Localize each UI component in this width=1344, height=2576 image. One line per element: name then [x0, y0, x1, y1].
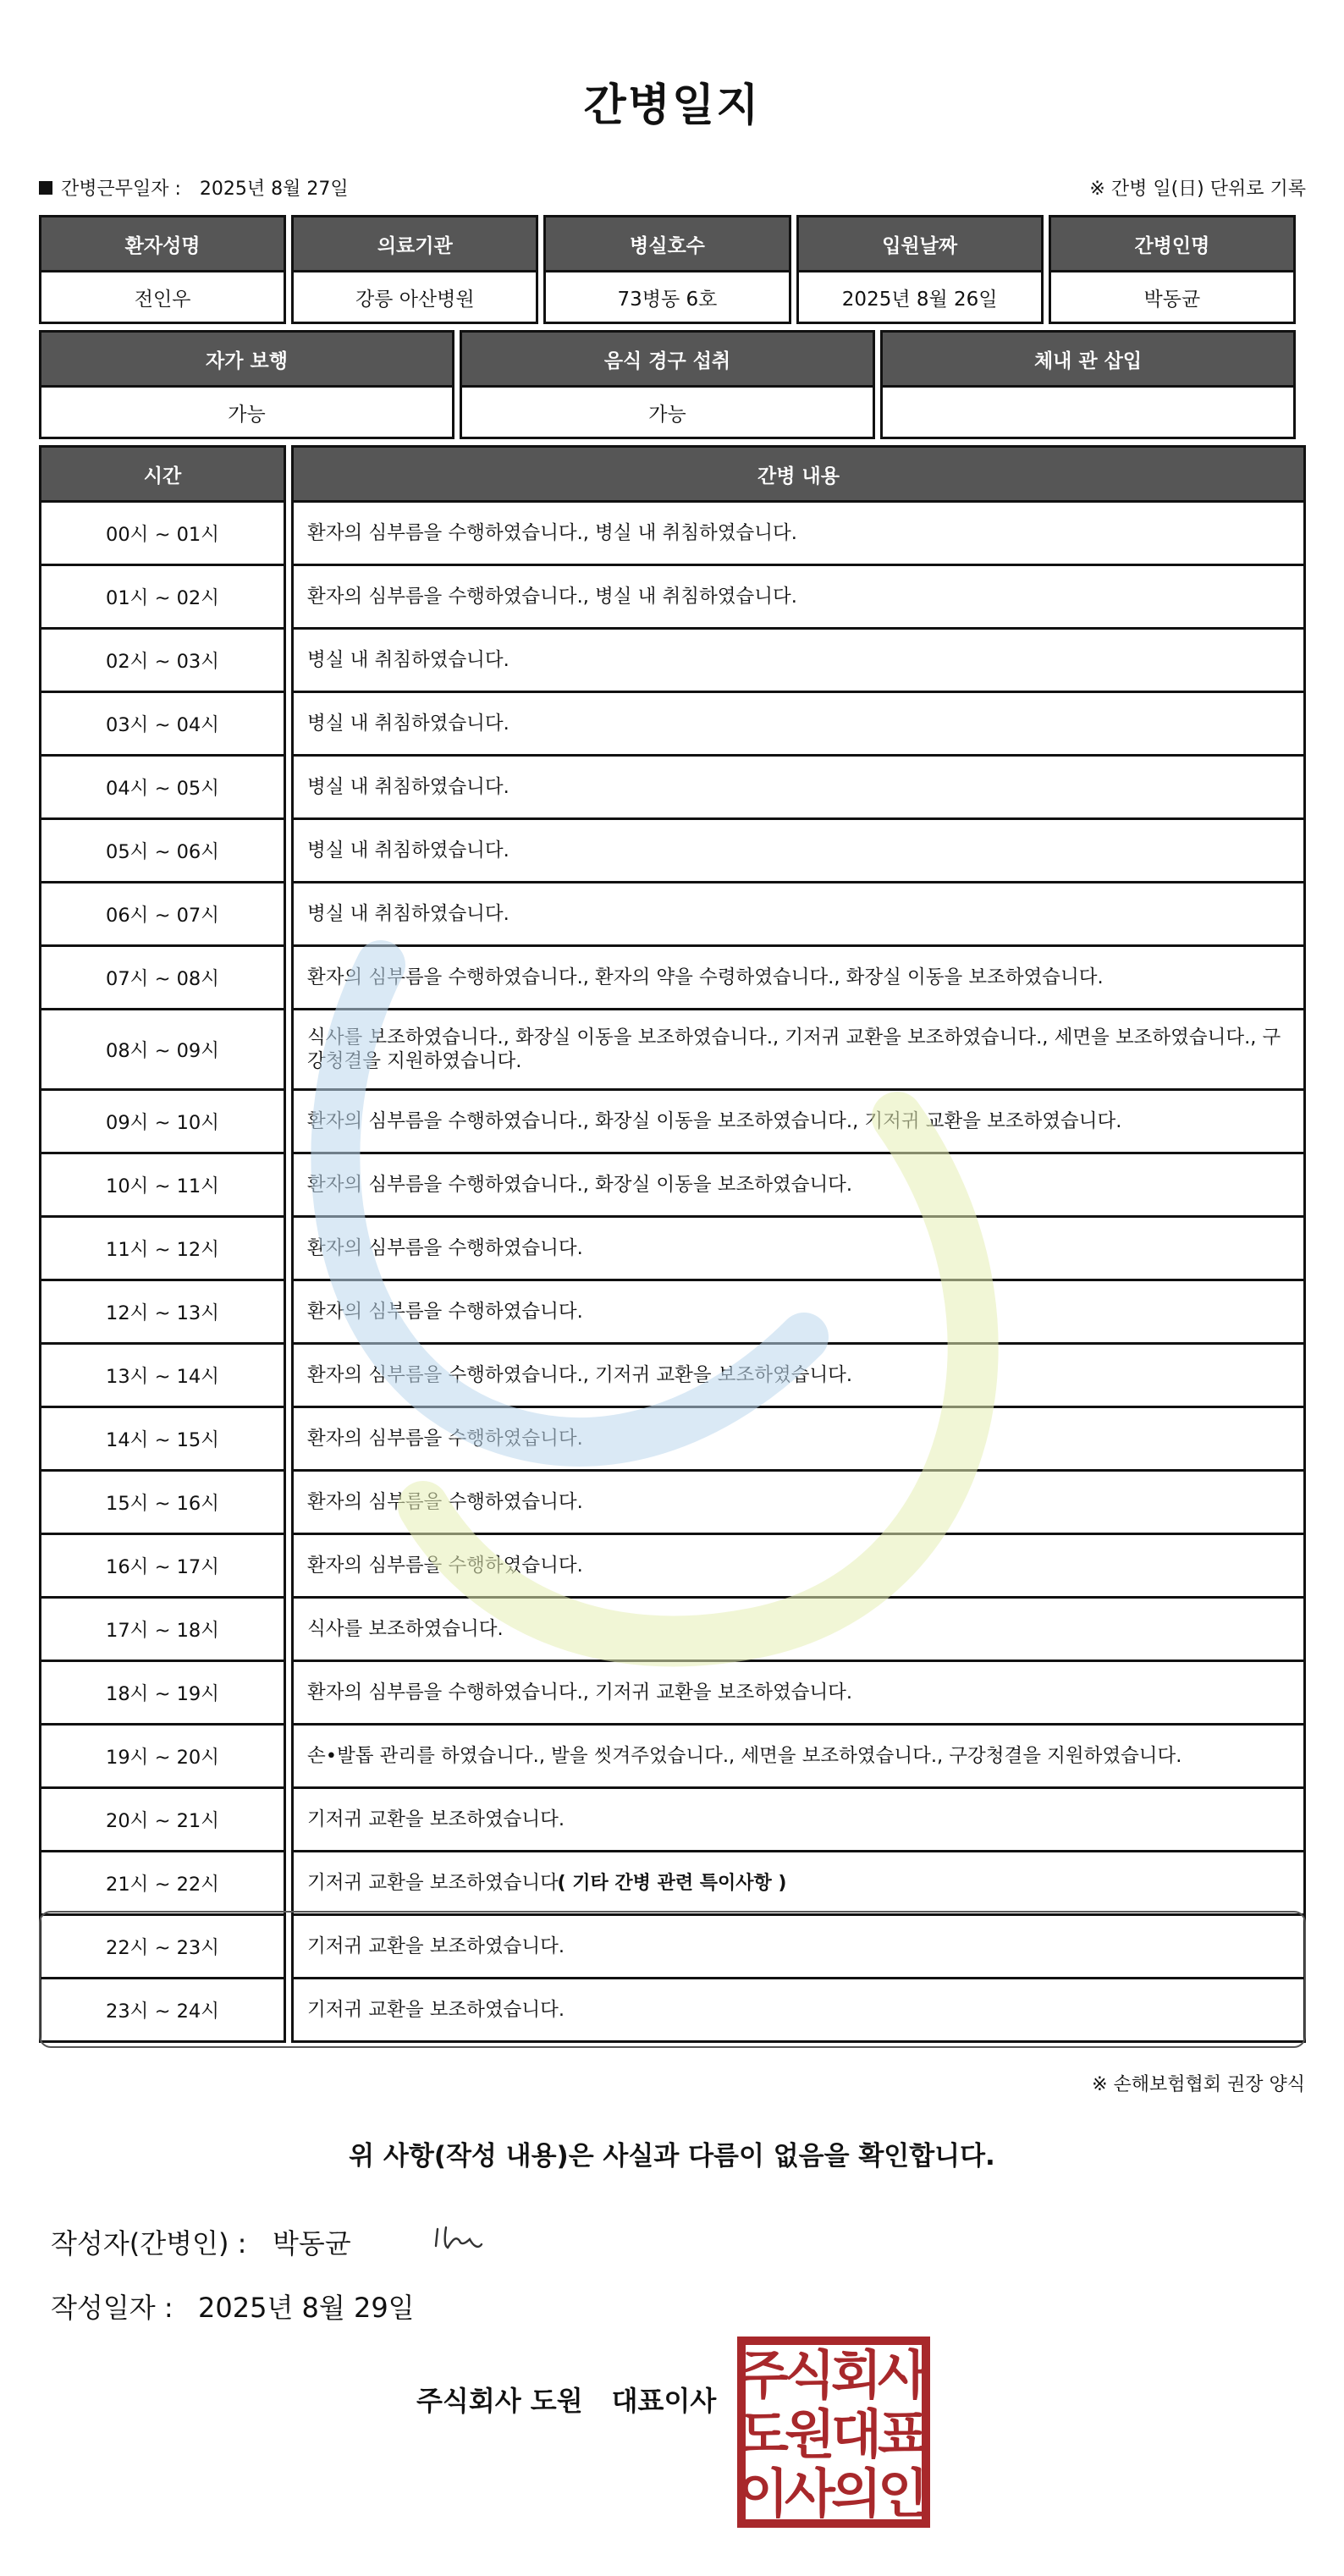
care-log-time: 11시 ~ 12시	[39, 1218, 286, 1281]
care-log-content: 환자의 심부름을 수행하였습니다., 환자의 약을 수령하였습니다., 화장실 이동을 보조하였습니다.	[291, 947, 1306, 1010]
care-log-row	[39, 693, 1306, 757]
care-log-row	[39, 1789, 1306, 1852]
value-self-walking: 가능	[39, 388, 454, 439]
company-seal-stamp	[736, 2336, 931, 2529]
care-log-row	[39, 1408, 1306, 1472]
confirmation-statement: 위 사항(작성 내용)은 사실과 다름이 없음을 확인합니다.	[349, 2141, 995, 2171]
care-log-time: 21시 ~ 22시	[39, 1852, 286, 1916]
care-log-content: 환자의 심부름을 수행하였습니다.	[291, 1281, 1306, 1345]
care-log-row	[39, 503, 1306, 566]
seal-character: 회	[831, 2344, 882, 2406]
patient-info-header-row	[39, 215, 1296, 272]
recommend-note: ※ 손해보험협회 권장 양식	[1092, 2074, 1305, 2095]
care-log-time: 00시 ~ 01시	[39, 503, 286, 566]
care-log-content: 병실 내 취침하였습니다.	[291, 630, 1306, 693]
care-log-time: 02시 ~ 03시	[39, 630, 286, 693]
value-hospital: 강릉 아산병원	[291, 272, 538, 324]
ability-header-row	[39, 330, 1296, 388]
ability-table	[34, 330, 1301, 439]
care-log-time: 22시 ~ 23시	[39, 1916, 286, 1979]
work-date-value: 2025년 8월 27일	[199, 179, 349, 200]
care-log-content: 병실 내 취침하였습니다.	[291, 757, 1306, 820]
care-log-row	[39, 947, 1306, 1010]
care-log-time: 10시 ~ 11시	[39, 1154, 286, 1218]
value-tube-insertion	[880, 388, 1296, 439]
care-log-time: 12시 ~ 13시	[39, 1281, 286, 1345]
square-bullet-icon	[39, 181, 52, 195]
care-log-table	[34, 445, 1311, 2043]
care-log-row	[39, 1281, 1306, 1345]
document-title: 간병일지	[583, 80, 761, 131]
care-log-row	[39, 1472, 1306, 1535]
special-notes-label: ( 기타 간병 관련 특이사항 )	[557, 1873, 787, 1894]
written-date-label: 작성일자 :	[51, 2292, 174, 2324]
writer-name: 박동균	[273, 2227, 351, 2260]
care-log-content: 손•발톱 관리를 하였습니다., 발을 씻겨주었습니다., 세면을 보조하였습니다., 구강청결을 지원하였습니다.	[291, 1726, 1306, 1789]
seal-character: 주	[738, 2344, 789, 2406]
care-log-header-row	[39, 445, 1306, 503]
value-oral-intake: 가능	[460, 388, 875, 439]
care-log-content: 식사를 보조하였습니다.	[291, 1599, 1306, 1662]
care-log-time: 18시 ~ 19시	[39, 1662, 286, 1726]
writer-label: 작성자(간병인) :	[51, 2227, 247, 2260]
header-tube-insertion: 체내 관 삽입	[880, 330, 1296, 388]
care-log-row	[39, 1010, 1306, 1091]
value-admission-date: 2025년 8월 26일	[796, 272, 1044, 324]
header-time: 시간	[39, 445, 286, 503]
care-log-row	[39, 1535, 1306, 1599]
header-room: 병실호수	[543, 215, 790, 272]
written-date-row	[51, 2287, 415, 2326]
care-log-row	[39, 1662, 1306, 1726]
seal-character: 대	[831, 2403, 882, 2465]
header-care-content: 간병 내용	[291, 445, 1306, 503]
care-log-time: 07시 ~ 08시	[39, 947, 286, 1010]
work-date-label: 간병근무일자 :	[61, 179, 181, 200]
care-log-content: 환자의 심부름을 수행하였습니다., 화장실 이동을 보조하였습니다., 기저귀 교환을 보조하였습니다.	[291, 1091, 1306, 1154]
seal-character: 의	[831, 2463, 882, 2524]
value-patient-name: 전인우	[39, 272, 286, 324]
care-log-time: 08시 ~ 09시	[39, 1010, 286, 1091]
care-log-time: 20시 ~ 21시	[39, 1789, 286, 1852]
care-log-time: 19시 ~ 20시	[39, 1726, 286, 1789]
ability-value-row	[39, 388, 1296, 439]
care-log-content: 환자의 심부름을 수행하였습니다.	[291, 1472, 1306, 1535]
header-admission-date: 입원날짜	[796, 215, 1044, 272]
care-log-content: 식사를 보조하였습니다., 화장실 이동을 보조하였습니다., 기저귀 교환을 보조하였습니다., 세면을 보조하였습니다., 구강청결을 지원하였습니다.	[291, 1010, 1306, 1091]
care-log-time: 04시 ~ 05시	[39, 757, 286, 820]
care-log-row	[39, 1599, 1306, 1662]
care-log-content: 기저귀 교환을 보조하였습니다.	[291, 1852, 1306, 1916]
patient-info-value-row	[39, 272, 1296, 324]
care-log-content: 환자의 심부름을 수행하였습니다., 기저귀 교환을 보조하였습니다.	[291, 1662, 1306, 1726]
care-log-content: 환자의 심부름을 수행하였습니다.	[291, 1535, 1306, 1599]
seal-character: 원	[785, 2403, 835, 2465]
header-self-walking: 자가 보행	[39, 330, 454, 388]
care-log-time: 16시 ~ 17시	[39, 1535, 286, 1599]
care-log-row	[39, 1345, 1306, 1408]
care-log-time: 06시 ~ 07시	[39, 883, 286, 947]
care-log-content: 환자의 심부름을 수행하였습니다., 화장실 이동을 보조하였습니다.	[291, 1154, 1306, 1218]
care-log-content: 환자의 심부름을 수행하였습니다., 병실 내 취침하였습니다.	[291, 566, 1306, 630]
record-note: ※ 간병 일(日) 단위로 기록	[1089, 179, 1306, 200]
care-log-body	[39, 503, 1306, 2043]
care-log-row	[39, 566, 1306, 630]
care-log-content: 병실 내 취침하였습니다.	[291, 883, 1306, 947]
signature-icon	[427, 2221, 504, 2263]
seal-character: 식	[785, 2344, 835, 2406]
work-date	[39, 174, 349, 201]
value-room: 73병동 6호	[543, 272, 790, 324]
care-log-content: 기저귀 교환을 보조하였습니다.	[291, 1789, 1306, 1852]
company-name: 주식회사 도원	[416, 2385, 583, 2417]
care-log-time: 15시 ~ 16시	[39, 1472, 286, 1535]
patient-info-table	[34, 215, 1301, 324]
care-log-time: 01시 ~ 02시	[39, 566, 286, 630]
care-log-time: 05시 ~ 06시	[39, 820, 286, 883]
seal-character: 표	[878, 2403, 928, 2465]
header-patient-name: 환자성명	[39, 215, 286, 272]
header-hospital: 의료기관	[291, 215, 538, 272]
header-oral-intake: 음식 경구 섭취	[460, 330, 875, 388]
care-log-time: 09시 ~ 10시	[39, 1091, 286, 1154]
care-log-content: 환자의 심부름을 수행하였습니다.	[291, 1218, 1306, 1281]
care-log-row	[39, 1091, 1306, 1154]
care-log-row	[39, 1218, 1306, 1281]
header-caregiver: 간병인명	[1049, 215, 1296, 272]
written-date-value: 2025년 8월 29일	[198, 2292, 415, 2324]
care-log-time: 14시 ~ 15시	[39, 1408, 286, 1472]
seal-character: 인	[878, 2463, 928, 2524]
seal-character: 사	[785, 2463, 835, 2524]
care-log-content: 기저귀 교환을 보조하였습니다.	[291, 1916, 1306, 1979]
care-log-time: 17시 ~ 18시	[39, 1599, 286, 1662]
care-log-row	[39, 1726, 1306, 1789]
care-log-row	[39, 757, 1306, 820]
care-log-row	[39, 1154, 1306, 1218]
special-notes-box	[39, 1911, 1306, 2048]
care-log-content: 환자의 심부름을 수행하였습니다., 기저귀 교환을 보조하였습니다.	[291, 1345, 1306, 1408]
seal-character: 도	[738, 2403, 789, 2465]
care-log-time: 03시 ~ 04시	[39, 693, 286, 757]
value-caregiver: 박동균	[1049, 272, 1296, 324]
company-title: 대표이사	[611, 2385, 717, 2417]
care-log-time: 23시 ~ 24시	[39, 1979, 286, 2043]
seal-character: 이	[738, 2463, 789, 2524]
care-log-row	[39, 820, 1306, 883]
care-log-time: 13시 ~ 14시	[39, 1345, 286, 1408]
meta-row	[39, 174, 1306, 201]
seal-character: 사	[878, 2344, 928, 2406]
care-log-content: 환자의 심부름을 수행하였습니다., 병실 내 취침하였습니다.	[291, 503, 1306, 566]
care-log-content: 병실 내 취침하였습니다.	[291, 820, 1306, 883]
care-log-content: 환자의 심부름을 수행하였습니다.	[291, 1408, 1306, 1472]
care-log-content: 병실 내 취침하였습니다.	[291, 693, 1306, 757]
company-signoff	[416, 2380, 716, 2419]
writer-row	[51, 2221, 504, 2263]
care-log-row	[39, 630, 1306, 693]
care-log-content: 기저귀 교환을 보조하였습니다.	[291, 1979, 1306, 2043]
care-log-row	[39, 883, 1306, 947]
